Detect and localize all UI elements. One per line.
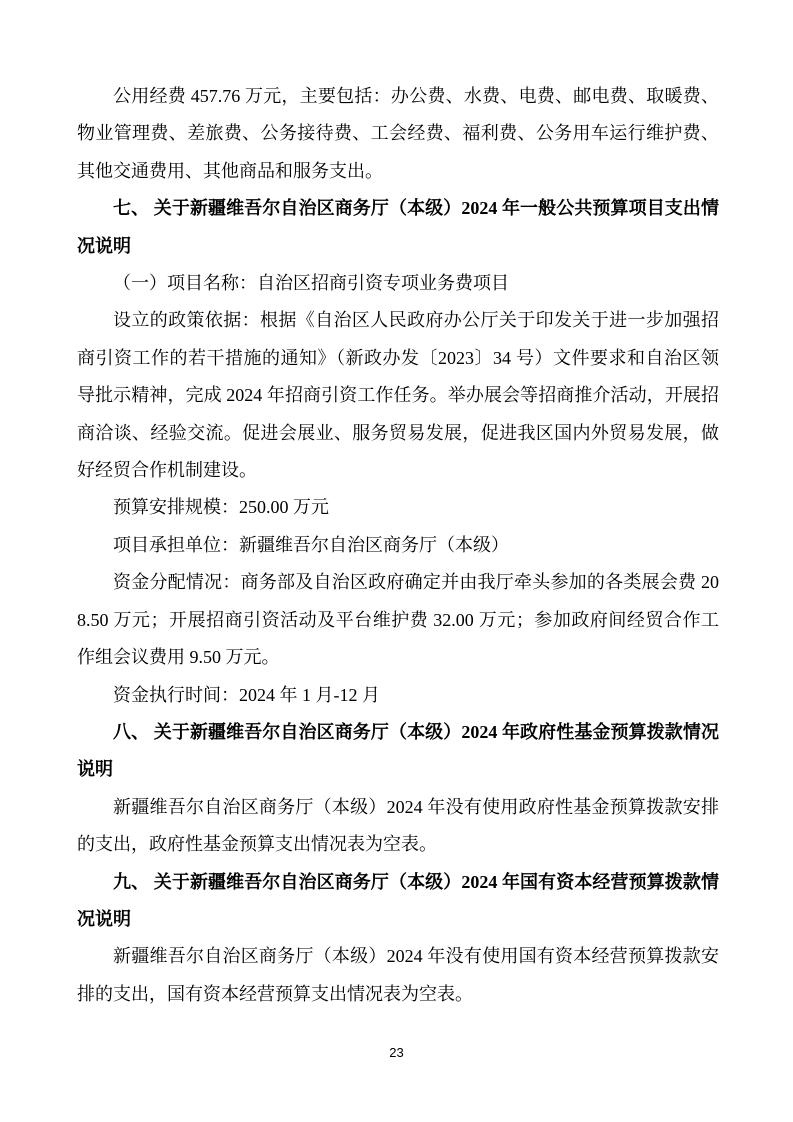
heading-section-eight-government-fund-budget: 八、 关于新疆维吾尔自治区商务厅（本级）2024 年政府性基金预算拨款情况说明 [77, 721, 719, 780]
page-number: 23 [389, 1045, 404, 1060]
paragraph-project-name: （一）项目名称：自治区招商引资专项业务费项目 [113, 273, 509, 294]
paragraph-fund-allocation: 资金分配情况：商务部及自治区政府确定并由我厅牵头参加的各类展会费 208.50 万元；开展招商引资活动及平台维护费 32.00 万元；参加政府间经贸合作工作组会议费用 9.50 万元。 [77, 572, 719, 668]
paragraph-policy-basis: 设立的政策依据：根据《自治区人民政府办公厅关于印发关于进一步加强招商引资工作的若干措施的通知》（新政办发〔2023〕34 号）文件要求和自治区领导批示精神，完成 2024 年招商引资工作任务。举办展会等招商推介活动，开展招商洽谈、经验交流。促进会展业、服务贸易发展，促进我区国内外贸易发展，做好经贸合作机制建设。 [77, 310, 719, 481]
paragraph-state-capital-empty: 新疆维吾尔自治区商务厅（本级）2024 年没有使用国有资本经营预算拨款安排的支出，国有资本经营预算支出情况表为空表。 [77, 946, 719, 1004]
paragraph-government-fund-empty: 新疆维吾尔自治区商务厅（本级）2024 年没有使用政府性基金预算拨款安排的支出，政府性基金预算支出情况表为空表。 [77, 796, 719, 855]
paragraph-undertaking-unit: 项目承担单位：新疆维吾尔自治区商务厅（本级） [113, 534, 509, 555]
paragraph-public-expense: 公用经费 457.76 万元，主要包括：办公费、水费、电费、邮电费、取暖费、物业管理费、差旅费、公务接待费、工会经费、福利费、公务用车运行维护费、其他交通费用、其他商品和服务支出。 [77, 86, 719, 181]
paragraph-budget-scale: 预算安排规模：250.00 万元 [113, 497, 329, 518]
heading-section-seven-general-budget-projects: 七、 关于新疆维吾尔自治区商务厅（本级）2024 年一般公共预算项目支出情况说明 [77, 198, 719, 256]
paragraph-fund-execution-time: 资金执行时间：2024 年 1 月-12 月 [113, 684, 380, 705]
heading-section-nine-state-capital-budget: 九、 关于新疆维吾尔自治区商务厅（本级）2024 年国有资本经营预算拨款情况说明 [77, 871, 719, 929]
